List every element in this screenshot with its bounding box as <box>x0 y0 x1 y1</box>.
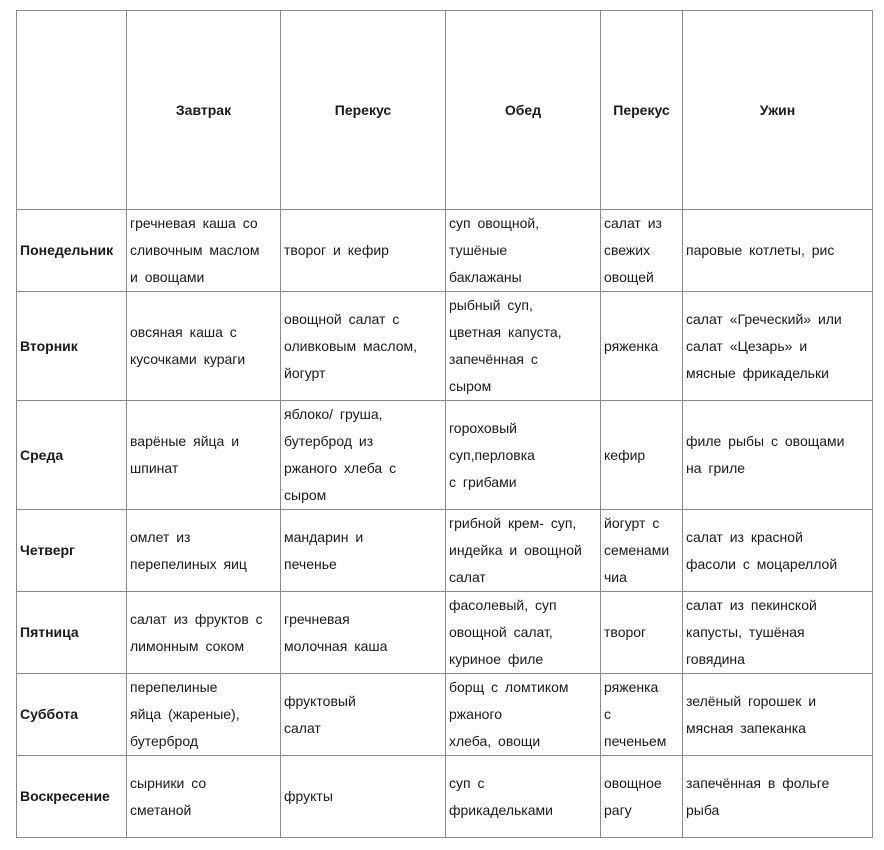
friday-snack-2: творог <box>601 592 683 674</box>
header-corner <box>17 11 127 210</box>
sunday-snack-2: овощное рагу <box>601 756 683 838</box>
sunday-dinner: запечённая в фольге рыба <box>683 756 873 838</box>
header-breakfast: Завтрак <box>127 11 281 210</box>
friday-lunch: фасолевый, суп овощной салат, куриное филе <box>446 592 601 674</box>
day-monday: Понедельник <box>17 210 127 292</box>
monday-dinner: паровые котлеты, рис <box>683 210 873 292</box>
tuesday-breakfast: овсяная каша с кусочками кураги <box>127 292 281 401</box>
meal-plan-wrapper <box>16 10 873 838</box>
sunday-lunch: суп с фрикадельками <box>446 756 601 838</box>
day-wednesday: Среда <box>17 401 127 510</box>
wednesday-snack-2: кефир <box>601 401 683 510</box>
table-row <box>17 756 873 838</box>
wednesday-dinner: филе рыбы с овощами на гриле <box>683 401 873 510</box>
meal-plan-table <box>16 10 873 838</box>
saturday-snack-1: фруктовый салат <box>281 674 446 756</box>
wednesday-breakfast: варёные яйца и шпинат <box>127 401 281 510</box>
monday-snack-1: творог и кефир <box>281 210 446 292</box>
saturday-snack-2: ряженка с печеньем <box>601 674 683 756</box>
day-sunday: Воскресение <box>17 756 127 838</box>
wednesday-snack-1: яблоко/ груша, бутерброд из ржаного хлеба с сыром <box>281 401 446 510</box>
table-row <box>17 510 873 592</box>
header-snack-1: Перекус <box>281 11 446 210</box>
saturday-breakfast: перепелиные яйца (жареные), бутерброд <box>127 674 281 756</box>
sunday-snack-1: фрукты <box>281 756 446 838</box>
saturday-dinner: зелёный горошек и мясная запеканка <box>683 674 873 756</box>
tuesday-snack-2: ряженка <box>601 292 683 401</box>
day-thursday: Четверг <box>17 510 127 592</box>
header-snack-2: Перекус <box>601 11 683 210</box>
thursday-breakfast: омлет из перепелиных яиц <box>127 510 281 592</box>
friday-snack-1: гречневая молочная каша <box>281 592 446 674</box>
thursday-lunch: грибной крем- суп, индейка и овощной салат <box>446 510 601 592</box>
table-row <box>17 210 873 292</box>
wednesday-lunch: гороховый суп,перловка с грибами <box>446 401 601 510</box>
header-lunch: Обед <box>446 11 601 210</box>
tuesday-snack-1: овощной салат с оливковым маслом, йогурт <box>281 292 446 401</box>
day-tuesday: Вторник <box>17 292 127 401</box>
tuesday-dinner: салат «Греческий» или салат «Цезарь» и мясные фрикадельки <box>683 292 873 401</box>
header-dinner: Ужин <box>683 11 873 210</box>
friday-breakfast: салат из фруктов с лимонным соком <box>127 592 281 674</box>
monday-lunch: суп овощной, тушёные баклажаны <box>446 210 601 292</box>
thursday-snack-2: йогурт с семенами чиа <box>601 510 683 592</box>
table-row <box>17 292 873 401</box>
header-row <box>17 11 873 210</box>
day-friday: Пятница <box>17 592 127 674</box>
thursday-dinner: салат из красной фасоли с моцареллой <box>683 510 873 592</box>
table-row <box>17 674 873 756</box>
table-row <box>17 592 873 674</box>
sunday-breakfast: сырники со сметаной <box>127 756 281 838</box>
table-row <box>17 401 873 510</box>
thursday-snack-1: мандарин и печенье <box>281 510 446 592</box>
friday-dinner: салат из пекинской капусты, тушёная говядина <box>683 592 873 674</box>
monday-snack-2: салат из свежих овощей <box>601 210 683 292</box>
tuesday-lunch: рыбный суп, цветная капуста, запечённая с сыром <box>446 292 601 401</box>
monday-breakfast: гречневая каша со сливочным маслом и овощами <box>127 210 281 292</box>
day-saturday: Суббота <box>17 674 127 756</box>
saturday-lunch: борщ с ломтиком ржаного хлеба, овощи <box>446 674 601 756</box>
